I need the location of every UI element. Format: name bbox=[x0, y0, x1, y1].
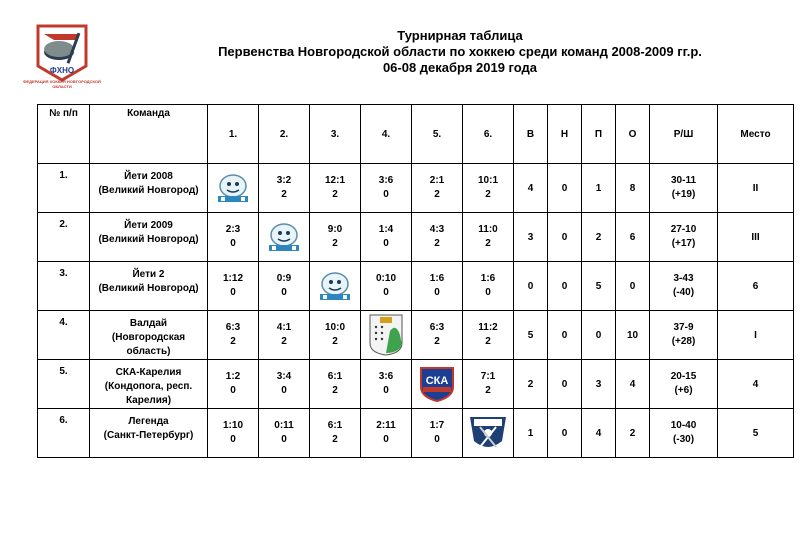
final-place: III bbox=[718, 213, 794, 262]
match-score: 6:1 bbox=[327, 420, 343, 431]
match-points: 0 bbox=[485, 287, 491, 298]
match-result bbox=[463, 164, 514, 213]
wins-count: 3 bbox=[514, 213, 548, 262]
goals-scored-conceded: 10-40 bbox=[670, 420, 697, 431]
goal-diff-value: (+19) bbox=[671, 189, 696, 200]
match-result bbox=[412, 213, 463, 262]
match-points: 2 bbox=[281, 189, 287, 200]
match-score: 4:1 bbox=[276, 322, 292, 333]
match-points: 0 bbox=[230, 385, 236, 396]
match-points: 0 bbox=[281, 287, 287, 298]
goal-difference bbox=[650, 360, 718, 409]
team-emblem-cell bbox=[259, 213, 310, 262]
match-result bbox=[259, 262, 310, 311]
col-header-game-6: 6. bbox=[463, 105, 514, 164]
col-header-num: № п/п bbox=[38, 105, 90, 164]
match-points: 0 bbox=[434, 287, 440, 298]
match-score: 6:3 bbox=[225, 322, 241, 333]
match-result bbox=[412, 311, 463, 360]
match-result bbox=[208, 262, 259, 311]
match-score: 0:10 bbox=[375, 273, 396, 284]
match-points: 2 bbox=[485, 336, 491, 347]
match-score: 3:4 bbox=[276, 371, 292, 382]
match-points: 2 bbox=[332, 336, 338, 347]
match-score: 2:1 bbox=[429, 175, 445, 186]
match-score: 1:7 bbox=[429, 420, 445, 431]
match-result bbox=[361, 409, 412, 458]
row-number: 3. bbox=[38, 262, 90, 311]
match-result bbox=[259, 409, 310, 458]
match-score: 0:9 bbox=[276, 273, 292, 284]
match-points: 2 bbox=[281, 336, 287, 347]
goals-scored-conceded: 20-15 bbox=[670, 371, 697, 382]
match-score: 11:2 bbox=[478, 322, 498, 333]
match-points: 2 bbox=[485, 238, 491, 249]
match-score: 1:12 bbox=[222, 273, 243, 284]
team-emblem-cell bbox=[463, 409, 514, 458]
losses-count: 5 bbox=[582, 262, 616, 311]
losses-count: 4 bbox=[582, 409, 616, 458]
goal-difference bbox=[650, 262, 718, 311]
wins-count: 0 bbox=[514, 262, 548, 311]
match-points: 0 bbox=[281, 434, 287, 445]
final-place: 6 bbox=[718, 262, 794, 311]
match-result bbox=[208, 213, 259, 262]
match-score: 7:1 bbox=[480, 371, 496, 382]
team-emblem-cell bbox=[361, 311, 412, 360]
losses-count: 1 bbox=[582, 164, 616, 213]
goal-diff-value: (-40) bbox=[672, 287, 695, 298]
match-points: 0 bbox=[230, 287, 236, 298]
team-emblem-cell bbox=[412, 360, 463, 409]
match-result bbox=[361, 164, 412, 213]
match-result bbox=[310, 213, 361, 262]
match-result bbox=[361, 262, 412, 311]
team-name-line: (Новгородская bbox=[111, 332, 186, 343]
team-emblem-cell bbox=[208, 164, 259, 213]
match-result bbox=[463, 360, 514, 409]
losses-count: 0 bbox=[582, 311, 616, 360]
wins-count: 5 bbox=[514, 311, 548, 360]
match-points: 2 bbox=[485, 189, 491, 200]
match-points: 2 bbox=[434, 238, 440, 249]
final-place: II bbox=[718, 164, 794, 213]
title-line-1: Турнирная таблица bbox=[397, 28, 523, 43]
team-name-line: (Великий Новгород) bbox=[98, 185, 199, 196]
team-name-line: Йети 2 bbox=[132, 269, 165, 280]
team-name-line: Легенда bbox=[128, 416, 169, 427]
points-count: 0 bbox=[616, 262, 650, 311]
row-number: 1. bbox=[38, 164, 90, 213]
losses-count: 2 bbox=[582, 213, 616, 262]
goal-difference bbox=[650, 164, 718, 213]
yeti-logo-icon bbox=[259, 220, 309, 254]
table-row bbox=[38, 213, 794, 262]
team-emblem-cell bbox=[310, 262, 361, 311]
match-score: 4:3 bbox=[429, 224, 445, 235]
team-name-line: Карелия) bbox=[125, 395, 172, 406]
goals-scored-conceded: 30-11 bbox=[670, 175, 697, 186]
team-name bbox=[90, 164, 208, 213]
team-name-line: область) bbox=[126, 346, 171, 357]
team-name-line: (Санкт-Петербург) bbox=[103, 430, 194, 441]
match-result bbox=[208, 360, 259, 409]
team-name bbox=[90, 360, 208, 409]
team-name-line: (Великий Новгород) bbox=[98, 283, 199, 294]
match-score: 3:6 bbox=[378, 175, 394, 186]
match-result bbox=[463, 262, 514, 311]
wins-count: 2 bbox=[514, 360, 548, 409]
match-result bbox=[310, 311, 361, 360]
logo-caption: ФЕДЕРАЦИЯ ХОККЕЯ НОВГОРОДСКОЙ ОБЛАСТИ bbox=[23, 79, 101, 89]
col-header-game-1: 1. bbox=[208, 105, 259, 164]
match-points: 2 bbox=[485, 385, 491, 396]
match-result bbox=[259, 311, 310, 360]
team-name bbox=[90, 311, 208, 360]
team-name-line: (Великий Новгород) bbox=[98, 234, 199, 245]
match-score: 10:0 bbox=[324, 322, 345, 333]
wins-count: 1 bbox=[514, 409, 548, 458]
yeti-logo-icon bbox=[208, 171, 258, 205]
match-score: 6:1 bbox=[327, 371, 343, 382]
match-score: 1:6 bbox=[429, 273, 445, 284]
goals-scored-conceded: 3-43 bbox=[673, 273, 694, 284]
match-points: 2 bbox=[332, 434, 338, 445]
team-name-line: СКА-Карелия bbox=[115, 367, 182, 378]
draws-count: 0 bbox=[548, 262, 582, 311]
team-name bbox=[90, 262, 208, 311]
draws-count: 0 bbox=[548, 213, 582, 262]
draws-count: 0 bbox=[548, 164, 582, 213]
draws-count: 0 bbox=[548, 409, 582, 458]
valdai-coat-of-arms-icon bbox=[361, 313, 411, 357]
row-number: 5. bbox=[38, 360, 90, 409]
table-header-row bbox=[38, 105, 794, 164]
points-count: 2 bbox=[616, 409, 650, 458]
page-header bbox=[180, 28, 740, 76]
table-body bbox=[38, 164, 794, 458]
match-points: 2 bbox=[332, 385, 338, 396]
wins-count: 4 bbox=[514, 164, 548, 213]
match-result bbox=[412, 164, 463, 213]
match-points: 0 bbox=[383, 385, 389, 396]
draws-count: 0 bbox=[548, 311, 582, 360]
row-number: 4. bbox=[38, 311, 90, 360]
match-points: 2 bbox=[332, 189, 338, 200]
match-points: 0 bbox=[434, 434, 440, 445]
match-result bbox=[361, 360, 412, 409]
match-score: 6:3 bbox=[429, 322, 445, 333]
match-score: 12:1 bbox=[324, 175, 345, 186]
match-result bbox=[310, 164, 361, 213]
hockey-federation-logo-icon bbox=[34, 22, 90, 82]
match-result bbox=[310, 409, 361, 458]
match-points: 0 bbox=[383, 287, 389, 298]
col-header-game-3: 3. bbox=[310, 105, 361, 164]
goal-difference bbox=[650, 213, 718, 262]
match-result bbox=[208, 409, 259, 458]
match-result bbox=[208, 311, 259, 360]
losses-count: 3 bbox=[582, 360, 616, 409]
team-name-line: Валдай bbox=[129, 318, 168, 329]
goal-diff-value: (+17) bbox=[671, 238, 696, 249]
match-score: 1:6 bbox=[480, 273, 496, 284]
table-row bbox=[38, 311, 794, 360]
match-score: 1:4 bbox=[378, 224, 394, 235]
svg-text:СКА: СКА bbox=[425, 375, 449, 387]
match-score: 9:0 bbox=[327, 224, 343, 235]
col-header-draws: Н bbox=[548, 105, 582, 164]
col-header-points: О bbox=[616, 105, 650, 164]
goals-scored-conceded: 37-9 bbox=[673, 322, 694, 333]
col-header-game-2: 2. bbox=[259, 105, 310, 164]
goals-scored-conceded: 27-10 bbox=[670, 224, 697, 235]
final-place: I bbox=[718, 311, 794, 360]
match-points: 0 bbox=[383, 434, 389, 445]
points-count: 10 bbox=[616, 311, 650, 360]
match-result bbox=[463, 311, 514, 360]
col-header-goals: Р/Ш bbox=[650, 105, 718, 164]
match-score: 1:2 bbox=[225, 371, 241, 382]
match-points: 2 bbox=[434, 336, 440, 347]
col-header-game-5: 5. bbox=[412, 105, 463, 164]
match-score: 11:0 bbox=[478, 224, 498, 235]
points-count: 6 bbox=[616, 213, 650, 262]
standings-table bbox=[37, 104, 794, 458]
match-result bbox=[412, 409, 463, 458]
logo-text: ФХНО bbox=[49, 66, 75, 75]
match-score: 3:6 bbox=[378, 371, 394, 382]
title-line-3: 06-08 декабря 2019 года bbox=[382, 60, 538, 75]
table-row bbox=[38, 164, 794, 213]
match-points: 2 bbox=[332, 238, 338, 249]
match-points: 2 bbox=[434, 189, 440, 200]
match-points: 0 bbox=[383, 189, 389, 200]
title-line-2: Первенства Новгородской области по хоккею среди команд 2008-2009 гг.р. bbox=[218, 44, 702, 59]
team-name-line: (Кондопога, респ. bbox=[104, 381, 193, 392]
match-points: 2 bbox=[230, 336, 236, 347]
table-row bbox=[38, 262, 794, 311]
match-score: 2:3 bbox=[225, 224, 241, 235]
team-name bbox=[90, 409, 208, 458]
goal-diff-value: (+28) bbox=[671, 336, 696, 347]
col-header-team: Команда bbox=[90, 105, 208, 164]
match-result bbox=[412, 262, 463, 311]
match-result bbox=[259, 164, 310, 213]
legenda-logo-icon bbox=[463, 413, 513, 453]
goal-diff-value: (+6) bbox=[674, 385, 693, 396]
team-name-line: Йети 2008 bbox=[124, 171, 173, 182]
match-score: 10:1 bbox=[477, 175, 498, 186]
team-name-line: Йети 2009 bbox=[124, 220, 173, 231]
points-count: 4 bbox=[616, 360, 650, 409]
match-result bbox=[259, 360, 310, 409]
match-score: 0:11 bbox=[274, 420, 294, 431]
goal-diff-value: (-30) bbox=[672, 434, 695, 445]
goal-difference bbox=[650, 311, 718, 360]
col-header-losses: П bbox=[582, 105, 616, 164]
row-number: 6. bbox=[38, 409, 90, 458]
match-points: 0 bbox=[230, 434, 236, 445]
table-row bbox=[38, 360, 794, 409]
match-score: 1:10 bbox=[222, 420, 243, 431]
team-name bbox=[90, 213, 208, 262]
col-header-wins: В bbox=[514, 105, 548, 164]
draws-count: 0 bbox=[548, 360, 582, 409]
ska-karelia-logo-icon bbox=[412, 365, 462, 403]
match-points: 0 bbox=[383, 238, 389, 249]
match-result bbox=[310, 360, 361, 409]
match-score: 3:2 bbox=[276, 175, 292, 186]
match-result bbox=[361, 213, 412, 262]
final-place: 4 bbox=[718, 360, 794, 409]
goal-difference bbox=[650, 409, 718, 458]
table-row bbox=[38, 409, 794, 458]
match-points: 0 bbox=[281, 385, 287, 396]
yeti-logo-icon bbox=[310, 269, 360, 303]
match-points: 0 bbox=[230, 238, 236, 249]
match-score: 2:11 bbox=[376, 420, 396, 431]
final-place: 5 bbox=[718, 409, 794, 458]
row-number: 2. bbox=[38, 213, 90, 262]
col-header-place: Место bbox=[718, 105, 794, 164]
points-count: 8 bbox=[616, 164, 650, 213]
match-result bbox=[463, 213, 514, 262]
col-header-game-4: 4. bbox=[361, 105, 412, 164]
